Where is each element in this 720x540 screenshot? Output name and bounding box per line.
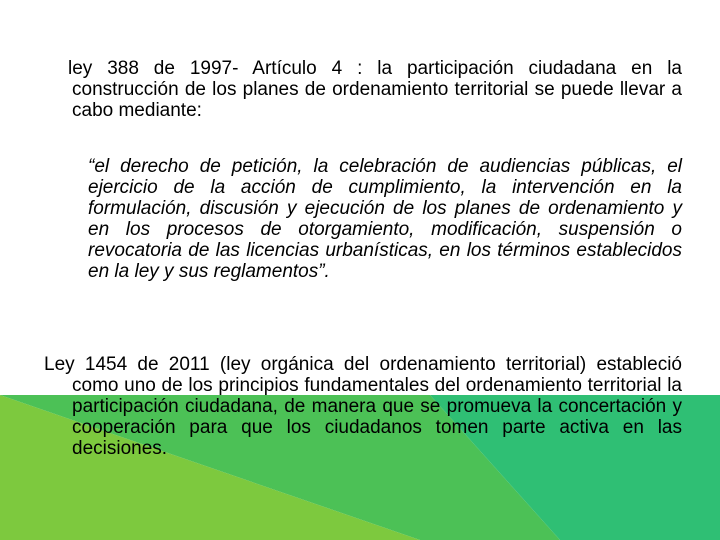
paragraph-quote-articulo: “el derecho de petición, la celebración de audiencias públicas, el ejercicio de la acción de cumplimiento, la intervención en la formulación, discusión y ejecución de los planes de ordenamiento y en los procesos de otorgamiento, modificación, suspensión o revocatoria de las licencias urbanísticas, en los términos establecidos en la ley y sus reglamentos”. (88, 156, 682, 282)
paragraph-ley-388: ley 388 de 1997- Artículo 4 : la participación ciudadana en la construcción de los planes de ordenamiento territorial se puede llevar a cabo mediante: (68, 58, 682, 121)
paragraph-ley-1454: Ley 1454 de 2011 (ley orgánica del ordenamiento territorial) estableció como uno de los principios fundamentales del ordenamiento territorial la participación ciudadana, de manera que se promueva la concertación y cooperación para que los ciudadanos tomen parte activa en las decisiones. (44, 354, 682, 459)
